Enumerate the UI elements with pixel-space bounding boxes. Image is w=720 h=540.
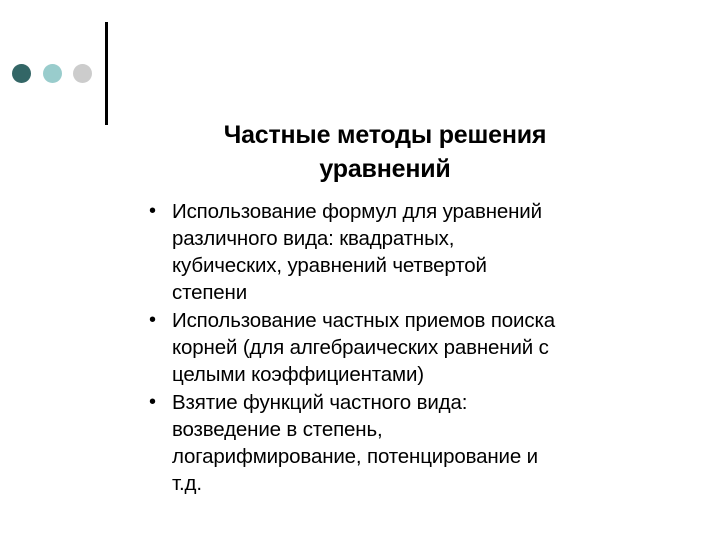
bullet-text-line: целыми коэффициентами): [172, 363, 424, 386]
slide-title: [150, 118, 620, 186]
gray-dot: [73, 64, 92, 83]
bullet-item: [138, 389, 698, 497]
bullet-text-line: возведение в степень,: [172, 418, 383, 441]
light-teal-dot: [43, 64, 62, 83]
bullet-item: [138, 198, 698, 306]
bullet-text-line: кубических, уравнений четвертой: [172, 254, 487, 277]
bullet-icon: •: [149, 309, 156, 331]
slide-title-line: уравнений: [319, 155, 451, 183]
three-circles-icon: [10, 62, 94, 86]
bullet-text-line: Взятие функций частного вида:: [172, 391, 468, 414]
bullet-icon: •: [149, 200, 156, 222]
bullet-text-line: корней (для алгебраических равнений с: [172, 336, 549, 359]
bullet-text-line: логарифмирование, потенцирование и: [172, 445, 538, 468]
bullet-text-line: Использование формул для уравнений: [172, 200, 542, 223]
bullet-icon: •: [149, 391, 156, 413]
vertical-divider: [105, 22, 108, 125]
bullet-list: [138, 198, 698, 497]
bullet-text-line: Использование частных приемов поиска: [172, 309, 555, 332]
bullet-item: [138, 307, 698, 388]
bullet-text-line: т.д.: [172, 472, 202, 495]
bullet-text-line: различного вида: квадратных,: [172, 227, 455, 250]
slide-title-line: Частные методы решения: [223, 121, 547, 149]
bullet-text-line: степени: [172, 281, 248, 304]
dark-teal-dot: [12, 64, 31, 83]
